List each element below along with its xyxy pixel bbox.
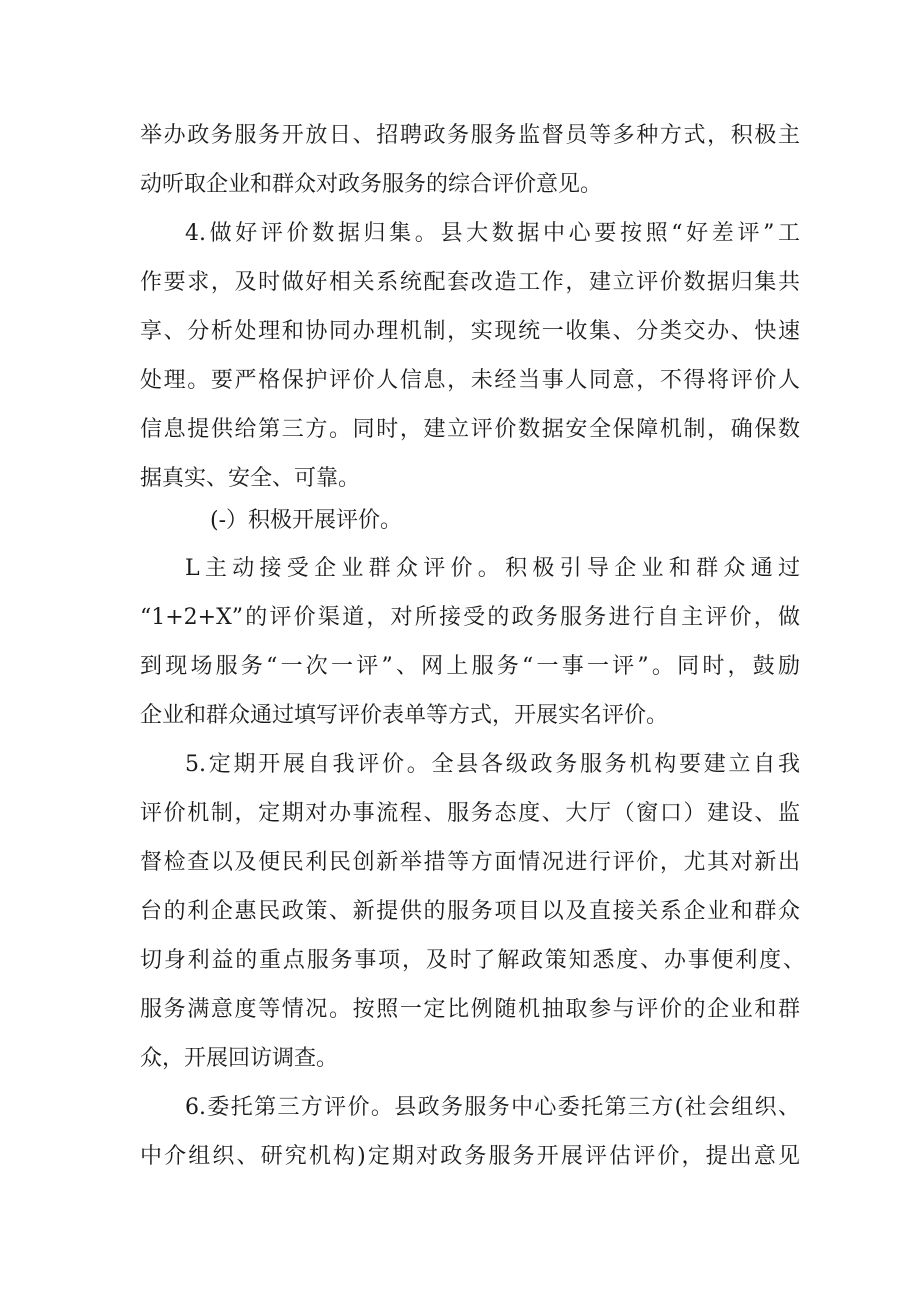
body-line: 信息提供给第三方。同时，建立评价数据安全保障机制，确保数 bbox=[140, 417, 800, 442]
body-line: 到现场服务“一次一评”、网上服务“一事一评”。同时，鼓励 bbox=[140, 654, 800, 679]
body-line: “1+2+X”的评价渠道，对所接受的政务服务进行自主评价，做 bbox=[140, 605, 800, 630]
body-line: 处理。要严格保护评价人信息，未经当事人同意，不得将评价人 bbox=[140, 368, 800, 393]
body-line: 服务满意度等情况。按照一定比例随机抽取参与评价的企业和群 bbox=[140, 997, 800, 1022]
body-line: 评价机制，定期对办事流程、服务态度、大厅（窗口）建设、监 bbox=[140, 801, 800, 826]
body-line: 据真实、安全、可靠。 bbox=[140, 466, 361, 491]
body-line: 中介组织、研究机构)定期对政务服务开展评估评价，提出意见 bbox=[140, 1144, 800, 1169]
body-line: 享、分析处理和协同办理机制，实现统一收集、分类交办、快速 bbox=[140, 319, 800, 344]
paragraph-heading-6: 6.委托第三方评价。县政务服务中心委托第三方(社会组织、 bbox=[185, 1095, 800, 1120]
paragraph-heading-l: L主动接受企业群众评价。积极引导企业和群众通过 bbox=[185, 556, 800, 581]
body-line: 切身利益的重点服务事项，及时了解政策知悉度、办事便利度、 bbox=[140, 948, 805, 973]
body-line: 动听取企业和群众对政务服务的综合评价意见。 bbox=[140, 172, 603, 197]
paragraph-heading-5: 5.定期开展自我评价。全县各级政务服务机构要建立自我 bbox=[185, 752, 800, 777]
body-line: 企业和群众通过填写评价表单等方式，开展实名评价。 bbox=[140, 703, 669, 728]
body-line: 台的利企惠民政策、新提供的服务项目以及直接关系企业和群众 bbox=[140, 899, 800, 924]
section-heading: (-）积极开展评价。 bbox=[210, 508, 403, 533]
paragraph-heading-4: 4.做好评价数据归集。县大数据中心要按照“好差评”工 bbox=[185, 221, 800, 246]
body-line: 举办政务服务开放日、招聘政务服务监督员等多种方式，积极主 bbox=[140, 123, 800, 148]
body-line: 作要求，及时做好相关系统配套改造工作，建立评价数据归集共 bbox=[140, 270, 800, 295]
body-line: 众，开展回访调查。 bbox=[140, 1046, 339, 1071]
body-line: 督检查以及便民利民创新举措等方面情况进行评价，尤其对新出 bbox=[140, 850, 800, 875]
